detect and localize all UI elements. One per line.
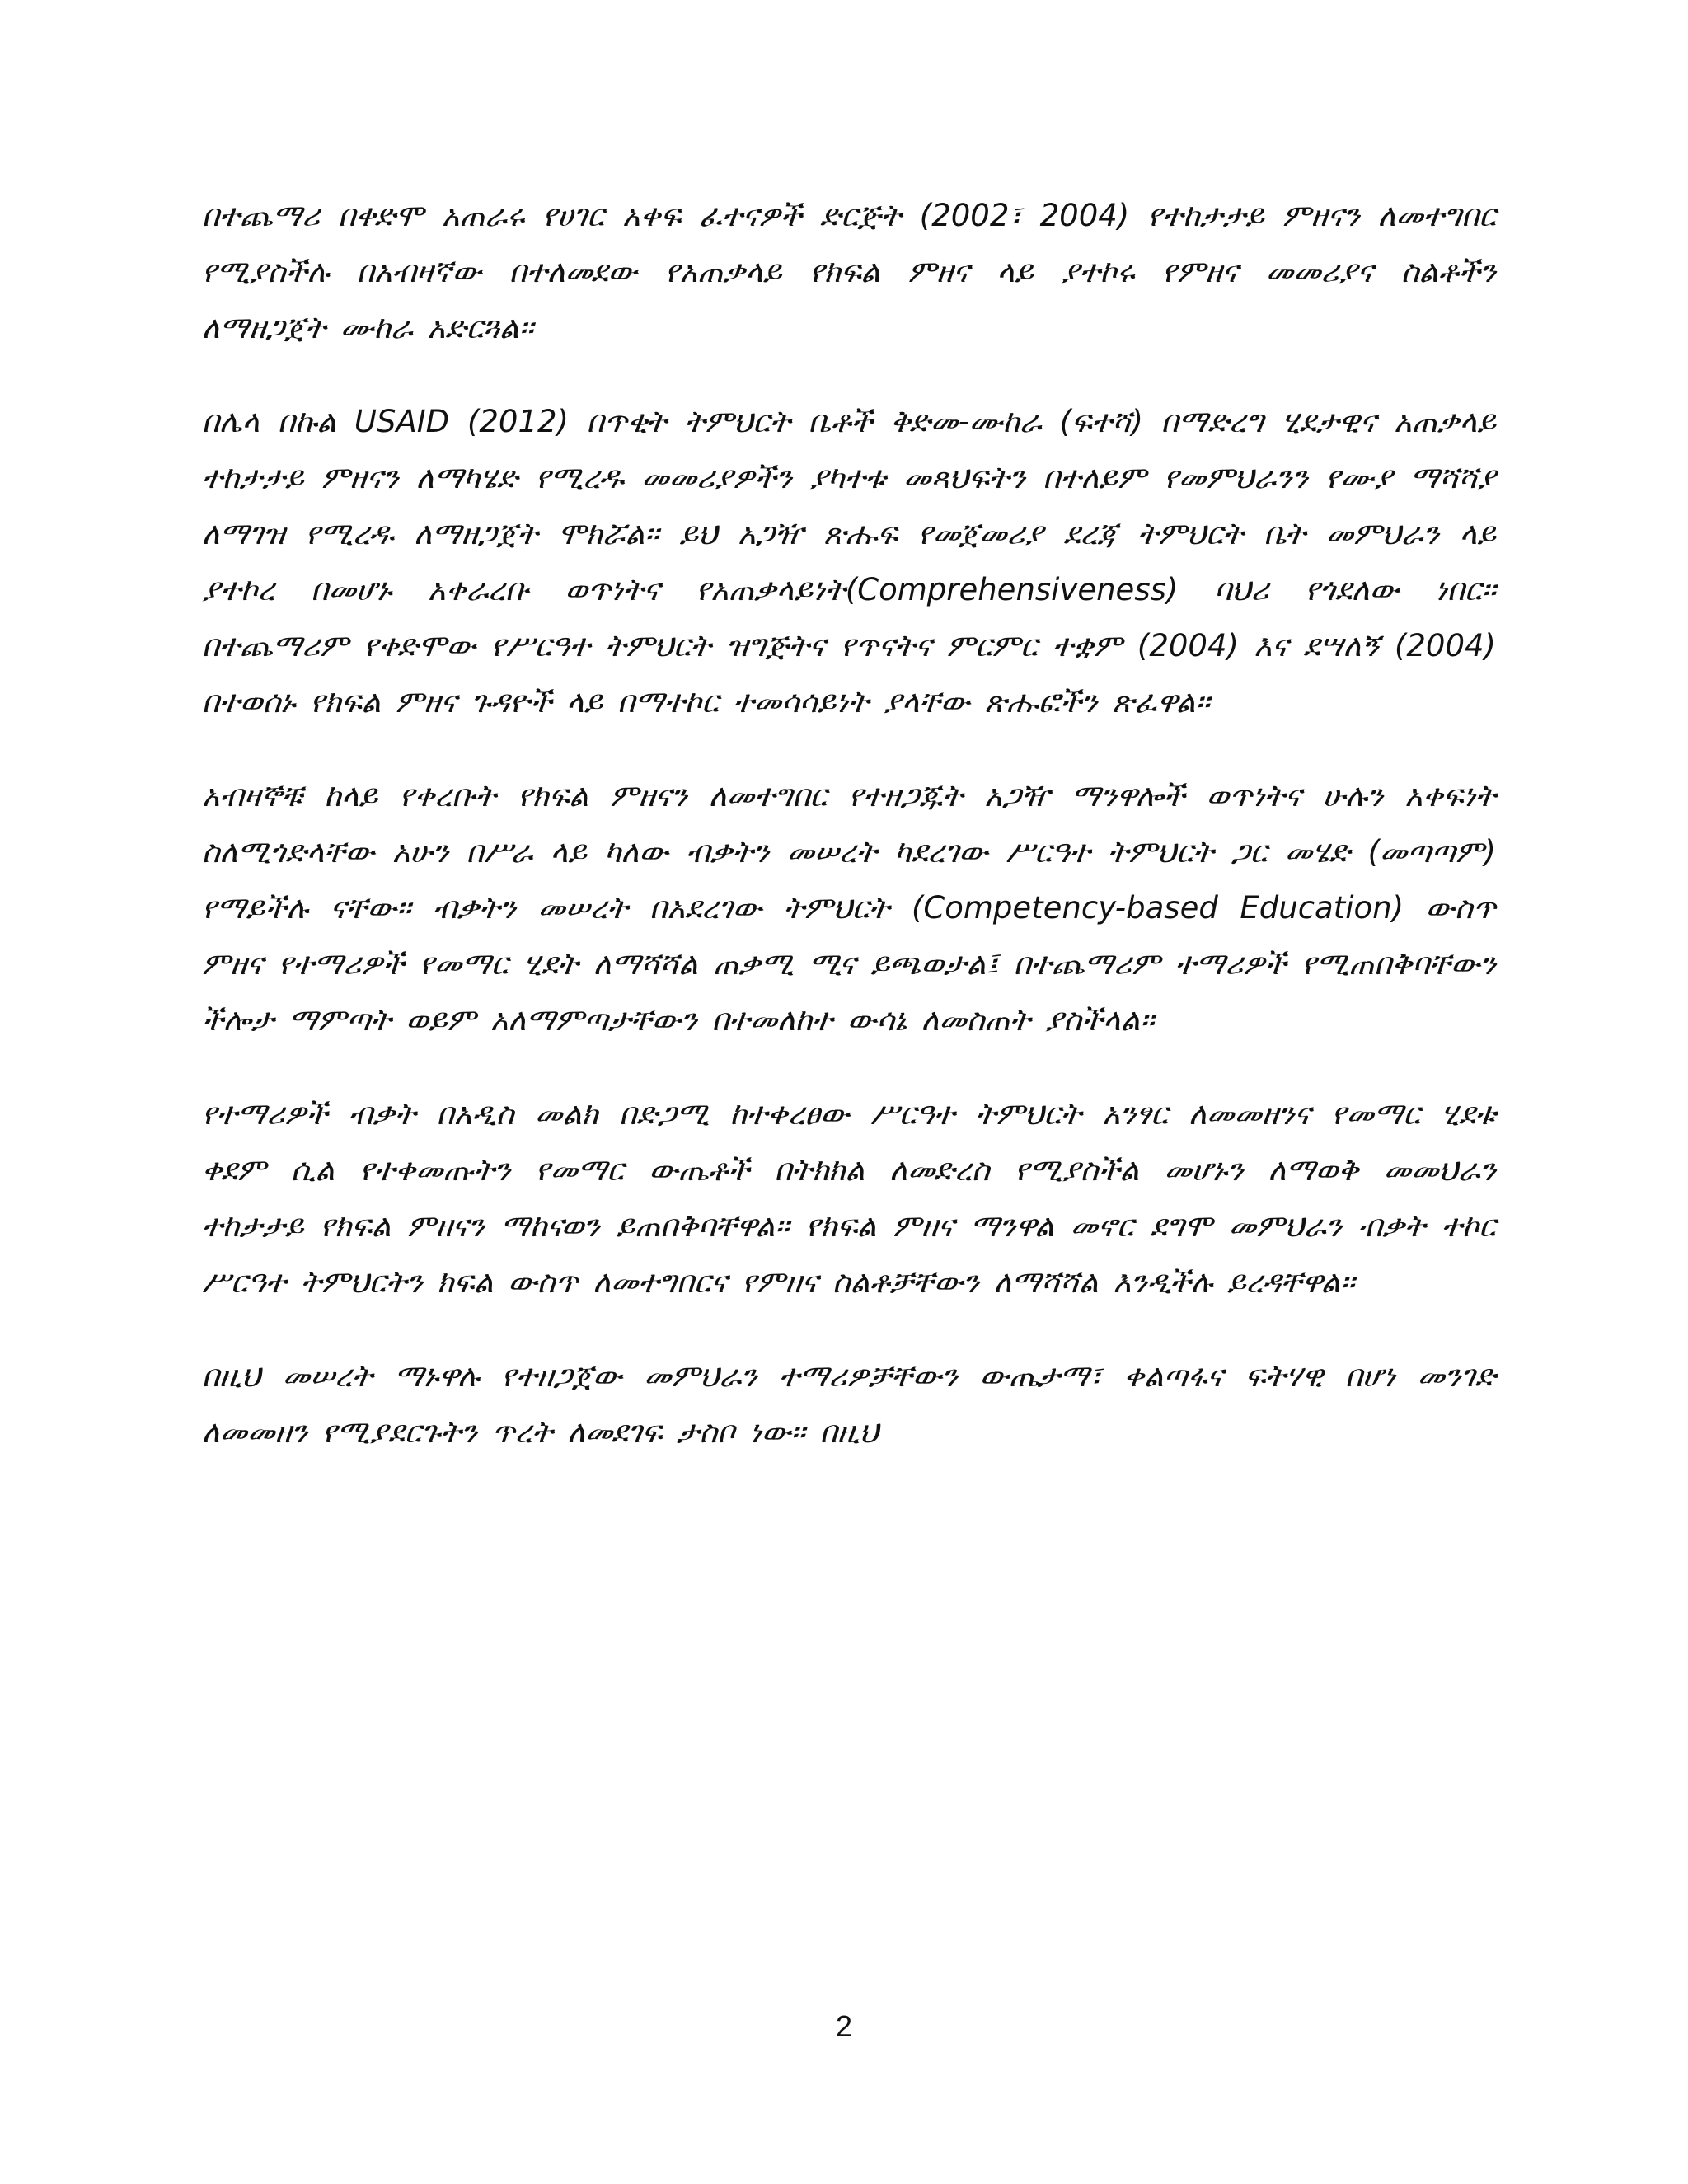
paragraph-4: የተማሪዎች ብቃት በአዲስ መልክ በድጋሚ ከተቀረፀው ሥርዓተ ትምህርት አንፃር ለመመዘንና የመማር ሂደቱ ቀደም ሲል የተቀመጡትን የመማር ውጤቶች በትክክል ለመድረስ የሚያስችል መሆኑን ለማወቅ መመህራን ተከታታይ የክፍል ምዘናን ማከናወን ይጠበቅባቸዋል፡፡ የክፍል ምዘና ማንዋል መኖር ደግሞ መምህራን ብቃት ተኮር ሥርዓተ ትምህርትን ክፍል ውስጥ ለመተግበርና የምዘና ስልቶቻቸውን ለማሻሻል እንዲችሉ ይረዳቸዋል፡፡	[202, 1096, 1496, 1300]
paragraph-1: በተጨማሪ በቀድሞ አጠራሩ የሀገር አቀፍ ፈተናዎች ድርጅት (2002፣ 2004) የተከታታይ ምዘናን ለመተግበር የሚያስችሉ በአብዛኛው በተለመደው የአጠቃላይ የክፍል ምዘና ላይ ያተኮሩ የምዘና መመሪያና ስልቶችን ለማዘጋጀት ሙከራ አድርጓል፡፡	[202, 198, 1496, 345]
page-number: 2	[835, 2009, 853, 2043]
paragraph-2: በሌላ በኩል USAID (2012) በጥቂት ትምህርት ቤቶች ቅድመ-ሙከራ (ፍተሻ) በማድረግ ሂደታዊና አጠቃላይ ተከታታይ ምዘናን ለማካሄድ የሚረዱ መመሪያዎችን ያካተቱ መጻህፍትን በተለይም የመምህራንን የሙያ ማሻሻያ ለማገዝ የሚረዱ ለማዘጋጀት ሞክሯል፡፡ ይህ አጋዥ ጽሑፍ የመጀመሪያ ደረጃ ትምህርት ቤት መምህራን ላይ ያተኮረ በመሆኑ አቀራረቡ ወጥነትና የአጠቃላይነት(Comprehensiveness) ባህሪ የጎደለው ነበር፡፡ በተጨማሪም የቀድሞው የሥርዓተ ትምህርት ዝግጅትና የጥናትና ምርምር ተቋም (2004) እና ደሣለኝ (2004) በተወሰኑ የክፍል ምዘና ጉዳዮች ላይ በማተኮር ተመሳሳይነት ያላቸው ጽሑፎችን ጽፈዋል፡፡	[202, 404, 1496, 719]
document-body	[202, 188, 1496, 1498]
paragraph-5: በዚህ መሠረት ማኑዋሉ የተዘጋጀው መምህራን ተማሪዎቻቸውን ውጤታማ፣ ቀልጣፋና ፍትሃዊ በሆነ መንገድ ለመመዘን የሚያደርጉትን ጥረት ለመደገፍ ታስቦ ነው፡፡ በዚህ	[202, 1358, 1496, 1450]
paragraph-3: አብዛኞቹ ከላይ የቀረቡት የክፍል ምዘናን ለመተግበር የተዘጋጁት አጋዥ ማንዋሎች ወጥነትና ሁሉን አቀፍነት ስለሚጎድላቸው አሁን በሥራ ላይ ካለው ብቃትን መሠረት ካደረገው ሥርዓተ ትምህርት ጋር መሄድ (መጣጣም) የማይችሉ ናቸው፡፡ ብቃትን መሠረት በአደረገው ትምህርት (Competency-based Education) ውስጥ ምዘና የተማሪዎች የመማር ሂደት ለማሻሻል ጠቃሚ ሚና ይጫወታል፤ በተጨማሪም ተማሪዎች የሚጠበቅባቸውን ችሎታ ማምጣት ወይም አለማምጣታቸውን በተመለከተ ውሳኔ ለመስጠት ያስችላል፡፡	[202, 778, 1496, 1038]
